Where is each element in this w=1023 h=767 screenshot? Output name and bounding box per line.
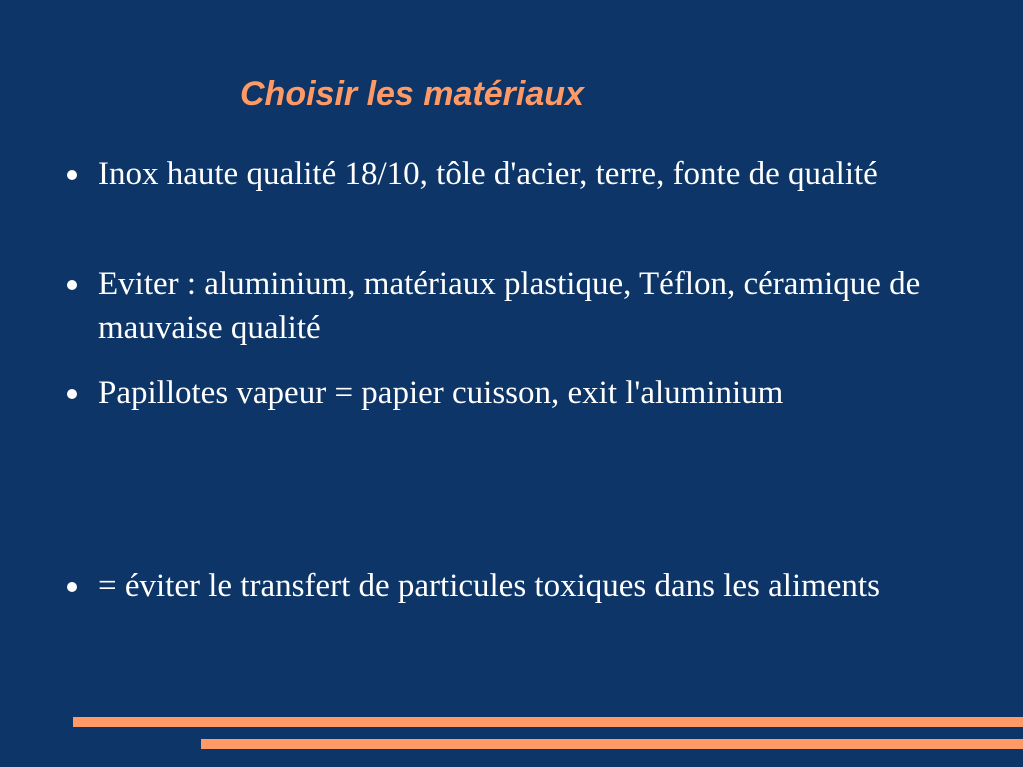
slide-title: Choisir les matériaux xyxy=(240,75,584,113)
bullet-item xyxy=(98,371,978,415)
bullet-dot-icon xyxy=(67,389,77,399)
bullet-text: Papillotes vapeur = papier cuisson, exit l'aluminium xyxy=(98,375,784,411)
bullet-text: Eviter : aluminium, matériaux plastique, Téflon, céramique de mauvaise qualité xyxy=(98,266,921,346)
decorative-bar-bottom xyxy=(201,739,1023,749)
bullet-dot-icon xyxy=(67,582,77,592)
bullet-dot-icon xyxy=(67,170,77,180)
bullet-item xyxy=(98,262,978,350)
bullet-dot-icon xyxy=(67,280,77,290)
bullet-text: Inox haute qualité 18/10, tôle d'acier, terre, fonte de qualité xyxy=(98,156,878,192)
bullet-item xyxy=(98,152,978,196)
bullet-text: = éviter le transfert de particules toxiques dans les aliments xyxy=(98,568,880,604)
decorative-bar-top xyxy=(73,717,1023,727)
bullet-item xyxy=(98,564,978,608)
